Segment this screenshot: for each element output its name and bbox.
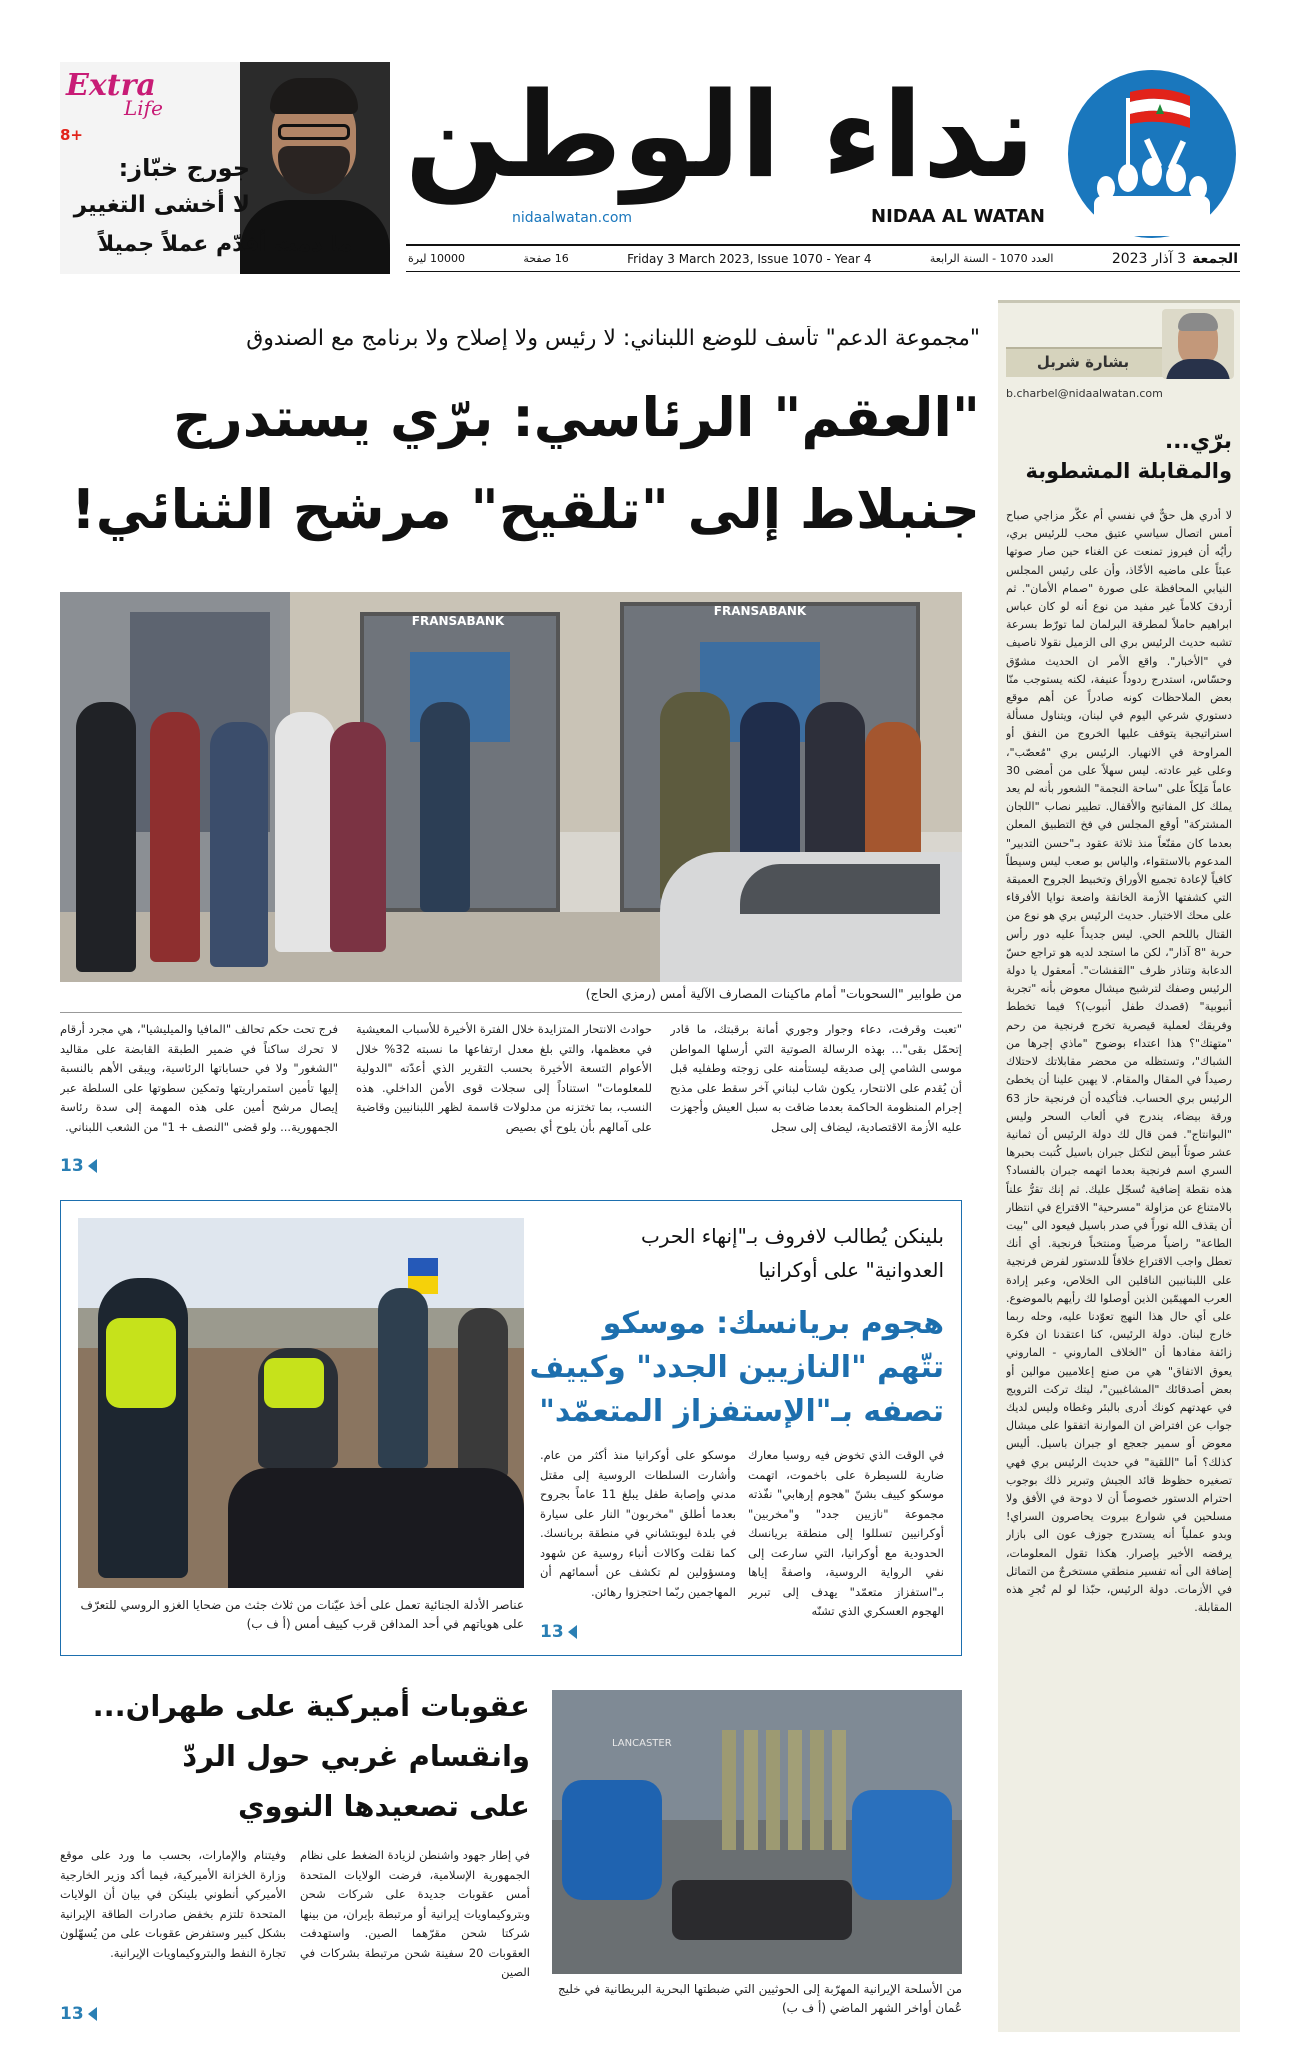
lead-col-right: "تعبت وقرفت، دعاء وجوار وجوري أمانة برقبتك، ما قادر إتحمّل بقى"... بهذه الرسالة الصوتية التي أرسلها المواطن موسى الشامي إلى صديقه ليستأمنه على زوجته وطفليه قبل أن يُقدم على الانتحار، يكون شاب لبناني آخر سقط على مذبح إجرام المنظومة الحاكمة بعدما ضاقت به سبل العيش وأجهزت عليه الأزمة الاقتصادية، ليضاف إلى سجل: [670, 1022, 962, 1134]
masthead-name-en: NIDAA AL WATAN: [871, 206, 1045, 227]
ukraine-col-left: موسكو على أوكرانيا منذ أكثر من عام. وأشارت السلطات الروسية إلى مقتل مدني وإصابة طفل يبلغ 11 عاماً بجروح بعدما أطلق "مخربون" النار على سيارة في بلدة ليوبتشاني في منطقة بريانسك. كما نقلت وكالات أنباء روسية عن شهود ومسؤولين لم تكشف عن أسمائهم أن المهاجمين ربّما احتجزوا رهائن.: [540, 1448, 736, 1599]
opinion-column: [998, 300, 1240, 2032]
iran-photo-caption: من الأسلحة الإيرانية المهرّبة إلى الحوثيين التي ضبطتها البحرية البريطانية في خليج عُمان أواخر الشهر الماضي (أ ف ب): [557, 1982, 962, 2015]
blue-bags-left: [562, 1780, 662, 1900]
iran-headline-1: عقوبات أميركية على طهران...: [92, 1689, 530, 1723]
column-title-1: برّي...: [1164, 429, 1232, 454]
person: [275, 712, 335, 952]
promo-life: Life: [124, 96, 163, 120]
author-suit: [1166, 359, 1230, 379]
arrow-left-icon: [568, 1625, 577, 1639]
issue-en: Friday 3 March 2023, Issue 1070 - Year 4: [627, 251, 872, 266]
promo-line-2: ما دمت أقدّم عملاً جميلاً: [97, 232, 353, 257]
lead-photo-caption: من طوابير "السحوبات" أمام ماكينات المصارف الآلية أمس (رمزي الحاج): [585, 986, 962, 1001]
investigator: [378, 1288, 428, 1468]
page-number: 13: [60, 1156, 84, 1176]
weapon-parts: [672, 1880, 852, 1940]
person: [150, 712, 200, 962]
missile-tube: [788, 1730, 802, 1850]
ukraine-kicker-1: بلينكن يُطالب لافروف بـ"إنهاء الحرب: [640, 1224, 944, 1248]
portrait-beard: [278, 146, 350, 194]
iran-col-right: في إطار جهود واشنطن لزيادة الضغط على نظام الجمهورية الإسلامية، فرضت الولايات المتحدة أمس عقوبات جديدة على شركات شحن وبتروكيماويات إيرانية أو مرتبطة بإيران، من بينها شركتا شحن مقرّهما الصين. واستهدفت العقوبات 20 سفينة شحن مرتبطة بشركات في الصين: [300, 1848, 530, 1979]
price-ar: 10000 ليرة: [408, 252, 466, 265]
person: [210, 722, 268, 967]
iran-headline-3: على تصعيدها النووي: [237, 1789, 530, 1823]
ukraine-headline-2: تتّهم "النازيين الجدد" وكييف: [529, 1350, 944, 1385]
arrow-left-icon: [88, 1159, 97, 1173]
ukraine-col-right: في الوقت الذي تخوض فيه روسيا معارك ضارية للسيطرة على باخموت، اتهمت موسكو كييف بشنّ "هجوم إرهابي" نفّذته مجموعة "نازيين جدد" و"مخربين" أوكرانيين تسللوا إلى منطقة بريانسك الحدودية مع أوكرانيا، التي سارعت إلى نفي الرواية الروسية، واصفةً إياها بـ"استفزاز متعمّد" يهدف إلى تبرير الهجوم العسكري الذي تشنّه: [748, 1448, 944, 1618]
author-hair: [1178, 313, 1218, 331]
person: [420, 702, 470, 912]
body-bags: [228, 1468, 524, 1588]
hi-vis-vest: [264, 1358, 324, 1408]
person: [330, 722, 386, 952]
portrait-glasses: [278, 124, 350, 140]
missile-tube: [744, 1730, 758, 1850]
promo-line-1: لا أخشى التغيير: [73, 192, 250, 218]
lead-col-left: فرج تحت حكم تحالف "المافيا والميليشيا"، هي مجرد أرقام لا تحرك ساكناً في ضمير الطبقة القابضة على مقاليد "الشغور" ولا في حساباتها الرئاسية، ويبقى الأهم بالنسبة إليها تأمين استمراريتها وتمكين سطوتها على السلطة عبر إيصال مرشح أمين على هذه المهمة إلى سدة رئاسة الجمهورية... ولو قضى "النصف + 1" من الشعب اللبناني.: [60, 1022, 338, 1134]
promo-name: جورج خبّاز:: [118, 154, 250, 182]
lead-more-link[interactable]: [60, 1156, 120, 1176]
author-email[interactable]: b.charbel@nidaalwatan.com: [1006, 387, 1163, 400]
lead-photo: [60, 592, 962, 982]
column-body: لا أدري هل حقٌّ في نفسي أم عكَّر مزاجي صباح أمس اتصال سياسي عتيق محب للرئيس بري، رأيُه أن فيروز تمنعت عن الغناء حين صار صوتها عبئاً على ماضيه الأخّاذ، وأن على رئيس المجلس النيابي المحافظة على صورة "صمام الأمان". ثم أردفَ كلاماً غير مفيد من نوع أنه لو كان عباس ابراهيم حاملاً لمطرقة البرلمان لما تورّط بسرعة تشبه حديث الرئيس بري الى الزميل نقولا ناصيف في "الأخبار". واقع الأمر ان الحديث مشوّق وحسّاس، استدرج ردوداً عنيفة، لكنه يستوجب منّا بعض الملاحظات كونه صادراً عن أهم موقع دستوري شرعي اليوم في لبنان، ويتناول مسألة استراتيجية يتوقف عليها الخروج من النفق أو المراوحة في الانهيار. الرئيس بري "مُعصّب"، وعلى غير عادته. ليس سهلاً على من أمضى 30 عاماً مَلِكاً على "ساحة النجمة" الشعور بأنه لم يعد يملك كل المفاتيح والأقفال. تطيير نصاب "اللجان المشتركة" أوقع المجلس في فخ التطبيق المعلن بعدما كان مقنّعاً منذ ثلاثة عقود بـ"حسن التدبير" المدعوم بالاستقواء، والياس بو صعب ليس وسيطاً كافياً لإعادة تجميع الأوراق وتخبيط الجروح العميقة التي كشفتها الأزمة الخانقة واضعة نوايا الأفرقاء على محك الاختبار. حديث الرئيس بري هو نوع من القتال باللحم الحي. ليس جديداً عليه دور رأس حربة "8 آذار"، لكن ما استجد لديه هو تراجع حسّ الدعابة وتناذر ظرف "القفشات". أمعقول يا دولة الرئيس وصفك لترشيح ميشال معوض بأنه "تجربة أنبوبية" (قصدك طفل أنبوب)؟ فيما تخطط وفريقك لعملية قيصرية تخرج فرنجية من رحم "متهتك"؟ هذا اعتداء بوضوح "ماذي إجرها من الشباك"، وتستظله من محضر مقابلاتك لاحتلاك رصيداً في المقال والمقام. لا يهين علينا أن يخطئ الرئيس بري الحساب. فتأكيده أن فرنجية حاز 63 ورقة بيضاء، يندرج في ألعاب السحر وليس "البوانتاج". فمن قال لك دولة الرئيس أن ثمانية عشر صوتاً أبيض لتكتل جبران باسيل كُتبت بحبرها السري اسم فرنجية بعدما اتهمه جبران بالفساد؟ هذه نقطة إضافية تُسجّل عليك. ثم إنك تقرُّ علناً بالامتناع عن مزاولة "مسرحية" الاقتراع في انتظار أن يقذف الله نوراً في صدر باسيل فيعود الى "بيت الطاعة" راضياً مرضياً ومنتخباً فرنجية. أي أنك تعطل واجب الاقتراع خلافاً للدستور لفرض فرنجية على اللبنانيين الناقلين الى الخلاص، وعبر إرادة العرب المهيمّين الذين أوصلوا لك رأيهم بالموضوع. على أي حال هذا النهج تعوّدنا عليه، وحله ربما خارج لبنان. دولة الرئيس، كنا اعتقدنا ان فكرة زائفة مفادها أن "الخلاف الماروني - الماروني يعوق الاتفاق" هي من صنع إعلاميين موالين أو بعض أصدقائك "المشاغبين"، ليتك تركت الترويج في عهدتهم كونك أدرى بالبئر وغطاه وليس لديك جواب عن افتراض ان الموارنة اتفقوا على ميشال معوض أو سمير جعجع او جبران باسيل. أليس كذلك؟ أما "اللقية" في حديث الرئيس بري فهي تصغيره حظوظ قائد الجيش وتبرير ذلك بوجوب احترام الدستور خصوصاً أن لا دوحة في الأفق ولا مسلحين في شوارع بيروت يحاصرون السراي! وبدو عملياً أنه يستدرج جوزف عون الى بازار يرفضه الأخير بإصرار. هكذا تقول المعلومات، إضافة الى أنه تفسير منطقي مستخرجٌ من التماثل في الأزمات. دولة الرئيس، حبّذا لو لم تُجرِ هذه المقابلة.: [1006, 509, 1232, 1615]
ship-name: LANCASTER: [612, 1738, 672, 1749]
promo-extra: Extra: [66, 68, 156, 103]
lead-headline-1: "العقم" الرئاسي: برّي يستدرج: [172, 386, 980, 449]
iran-more-link[interactable]: [60, 2004, 120, 2024]
ukraine-more-link[interactable]: [540, 1622, 600, 1642]
missile-tube: [722, 1730, 736, 1850]
page-number: 13: [60, 2004, 84, 2024]
ukraine-headline-1: هجوم بريانسك: موسكو: [602, 1306, 944, 1341]
lead-headline-2: جنبلاط إلى "تلقيح" مرشح الثنائي!: [71, 478, 980, 541]
lead-col-middle: حوادث الانتحار المتزايدة خلال الفترة الأخيرة للأسباب المعيشية في معظمها، والتي بلغ معدل ارتفاعها ما نسبته 32% خلال الأعوام التسعة الأخيرة بحسب التقرير الذي أعدّته "الدولية للمعلومات" استناداً إلى سجلات قوى الأمن الداخلي. هذه النسب، بما تختزنه من مدلولات قاسمة لظهر اللبنانيين وقاضية على آمالهم بأن يلوح أي بصيص: [356, 1022, 652, 1134]
date-strip: [406, 244, 1240, 272]
person: [76, 702, 136, 972]
ukraine-photo-caption: عناصر الأدلة الجنائية تعمل على أخذ عيّنات من ثلاث جثث من ضحايا الغزو الروسي للتعرّف على هوياتهم في أحد المدافن قرب كييف أمس (أ ف ب): [80, 1598, 524, 1631]
masthead-title: نداء الوطن: [404, 66, 1036, 204]
iran-headline-2: وانقسام غربي حول الردّ: [182, 1739, 530, 1773]
missile-tube: [766, 1730, 780, 1850]
portrait-hair: [270, 78, 358, 114]
investigator: [458, 1308, 508, 1478]
car-window: [740, 864, 940, 914]
author-name: بشارة شربل: [1036, 353, 1130, 371]
date-rest-ar: 3 آذار 2023: [1111, 250, 1187, 267]
promo-age-badge: 8+: [60, 126, 84, 144]
lead-rule: [60, 1012, 962, 1013]
author-photo: [1162, 309, 1234, 379]
ukraine-headline-3: تصفه بـ"الإستفزاز المتعمّد": [539, 1394, 944, 1429]
arrow-left-icon: [88, 2007, 97, 2021]
promo-box[interactable]: [60, 62, 390, 274]
date-ar: [1112, 251, 1238, 267]
lead-kicker: "مجموعة الدعم" تأسف للوضع اللبناني: لا رئيس ولا إصلاح ولا برنامج مع الصندوق: [246, 326, 980, 351]
iran-col-left: وفيتنام والإمارات، بحسب ما ورد على موقع وزارة الخزانة الأميركية، فيما أكد وزير الخارجية الأميركي أنطوني بلينكن في بيان أن الولايات المتحدة تلتزم بخفض صادرات الطاقة الإيرانية بشكل كبير وستفرض عقوبات على من يُسهّلون تجارة النفط والبتروكيماويات الإيرانية.: [60, 1848, 286, 1960]
masthead-logo: [1066, 68, 1238, 240]
missile-tube: [810, 1730, 824, 1850]
flag-bearers-icon: [1066, 68, 1238, 240]
issue-ar: العدد 1070 - السنة الرابعة: [929, 252, 1054, 265]
ukraine-photo: [78, 1218, 524, 1588]
bank-sign-2: FRANSABANK: [713, 604, 807, 618]
page-number: 13: [540, 1622, 564, 1642]
masthead-url[interactable]: nidaalwatan.com: [512, 210, 633, 226]
pages-ar: 16 صفحة: [523, 252, 569, 265]
iran-photo: [552, 1690, 962, 1974]
ukraine-flag-blue: [408, 1258, 438, 1276]
hi-vis-vest: [106, 1318, 176, 1408]
bank-sign-1: FRANSABANK: [411, 614, 505, 628]
missile-tube: [832, 1730, 846, 1850]
column-title-2: والمقابلة المشطوبة: [1025, 459, 1232, 483]
masthead: [0, 0, 1304, 275]
blue-bags-right: [852, 1790, 952, 1900]
day-ar: الجمعة: [1192, 250, 1238, 267]
ukraine-kicker-2: العدوانية" على أوكرانيا: [758, 1258, 944, 1282]
